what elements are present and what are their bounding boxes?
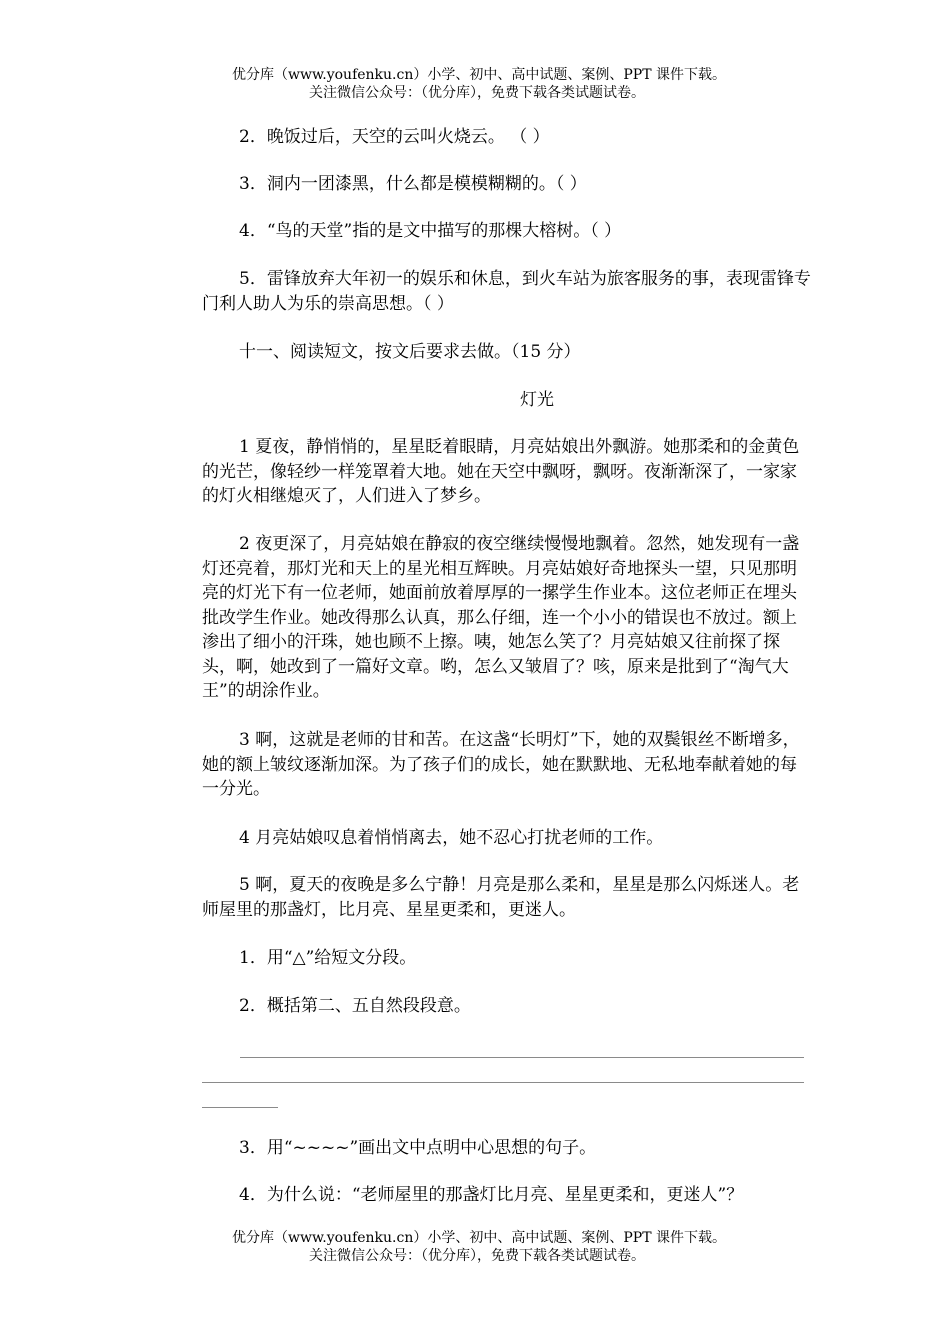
judgment-item-3: 3．洞内一团漆黑，什么都是模模糊糊的。（ ） [239,174,587,194]
passage-paragraph-5: 5 啊，夏天的夜晚是多么宁静！月亮是那么柔和，星星是那么闪烁迷人。老师屋里的那盏灯，比月亮、星星更柔和，更迷人。 [202,875,800,920]
answer-line-1[interactable] [240,1057,804,1058]
judgment-item-2: 2．晚饭过后，天空的云叫火烧云。 （ ） [239,127,550,147]
question-2: 2．概括第二、五自然段段意。 [239,996,471,1016]
passage-paragraph-1: 1 夏夜，静悄悄的，星星眨着眼睛，月亮姑娘出外飘游。她那柔和的金黄色的光芒，像轻纱一样笼罩着大地。她在天空中飘呀，飘呀。夜渐渐深了，一家家的灯火相继熄灭了，人们进入了梦乡。 [202,437,800,506]
answer-line-2[interactable] [202,1082,804,1083]
footer-line-2: 关注微信公众号：（优分库），免费下载各类试题试卷。 [309,1248,645,1264]
section-heading: 十一、阅读短文，按文后要求去做。（15 分） [239,342,581,362]
question-3: 3．用“~~~~”画出文中点明中心思想的句子。 [239,1138,597,1158]
answer-line-3[interactable] [202,1107,278,1108]
question-1: 1．用“△”给短文分段。 [239,948,417,968]
passage-paragraph-3: 3 啊，这就是老师的甘和苦。在这盏“长明灯”下，她的双鬓银丝不断增多，她的额上皱纹逐渐加深。为了孩子们的成长，她在默默地、无私地奉献着她的每一分光。 [202,730,800,799]
page-footer [0,1229,950,1265]
page-header [0,66,950,102]
judgment-item-5: 5．雷锋放弃大年初一的娱乐和休息，到火车站为旅客服务的事，表现雷锋专门利人助人为乐的崇高思想。（ ） [202,269,811,314]
passage-paragraph-4: 4 月亮姑娘叹息着悄悄离去，她不忍心打扰老师的工作。 [239,828,664,848]
passage-paragraph-2: 2 夜更深了，月亮姑娘在静寂的夜空继续慢慢地飘着。忽然，她发现有一盏灯还亮着，那灯光和天上的星光相互辉映。月亮姑娘好奇地探头一望，只见那明亮的灯光下有一位老师，她面前放着厚厚的一摞学生作业本。这位老师正在埋头批改学生作业。她改得那么认真，那么仔细，连一个小小的错误也不放过。额上渗出了细小的汗珠，她也顾不上擦。咦，她怎么笑了？月亮姑娘又往前探了探头，啊，她改到了一篇好文章。哟，怎么又皱眉了？咳，原来是批到了“淘气大王”的胡涂作业。 [202,534,800,701]
header-line-1: 优分库（www.youfenku.cn）小学、初中、高中试题、案例、PPT 课件下载。 [231,67,726,83]
question-4: 4．为什么说：“老师屋里的那盏灯比月亮、星星更柔和，更迷人”？ [239,1185,744,1205]
footer-line-1: 优分库（www.youfenku.cn）小学、初中、高中试题、案例、PPT 课件下载。 [231,1230,726,1246]
header-line-2: 关注微信公众号：（优分库），免费下载各类试题试卷。 [309,85,645,101]
judgment-item-4: 4．“鸟的天堂”指的是文中描写的那棵大榕树。（ ） [239,221,622,241]
passage-title: 灯光 [520,390,554,410]
